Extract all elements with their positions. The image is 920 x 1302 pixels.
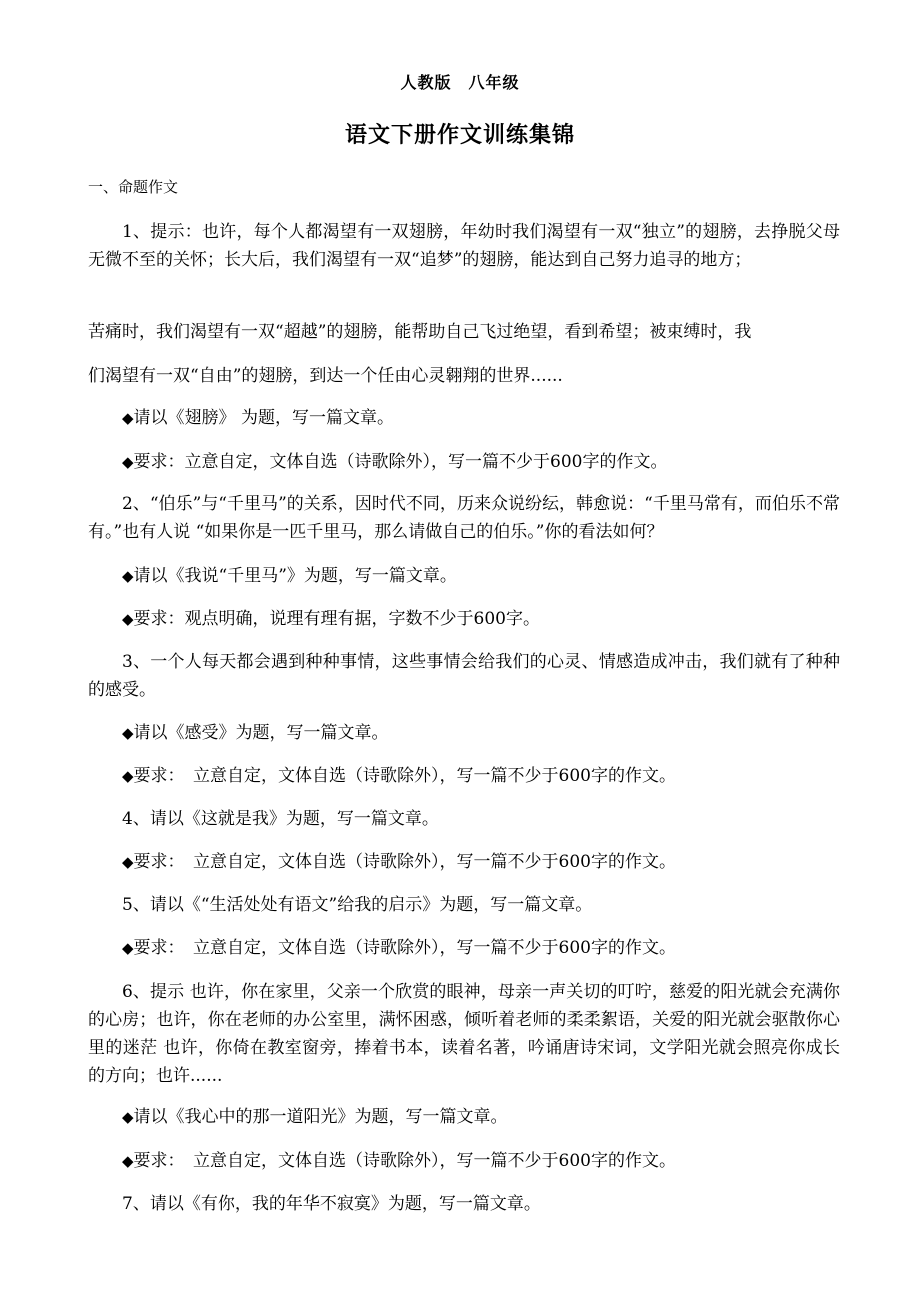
- item-6-prompt: 6、提示 也许，你在家里，父亲一个欣赏的眼神，母亲一声关切的叮咛，慈爱的阳光就会充满你的心房；也许，你在老师的办公室里，满怀困惑，倾听着老师的柔柔絮语，关爱的阳光就会驱散你心里的迷茫 也许，你倚在教室窗旁，捧着书本，读着名著，吟诵唐诗宋词，文学阳光就会照亮你成长的方向；也许......: [88, 982, 840, 1086]
- requirement-text: 要求： 立意自定，文体自选（诗歌除外），写一篇不少于600字的作文。: [133, 938, 676, 958]
- diamond-bullet-icon: ◆: [122, 409, 134, 427]
- task-text: 请以《翅膀》 为题，写一篇文章。: [133, 408, 394, 428]
- diamond-bullet-icon: ◆: [122, 767, 134, 785]
- item-3-task: [122, 719, 389, 747]
- requirement-text: 要求： 立意自定，文体自选（诗歌除外），写一篇不少于600字的作文。: [133, 766, 676, 786]
- item-7-prompt: 7、请以《有你，我的年华不寂寞》为题，写一篇文章。: [122, 1194, 541, 1214]
- diamond-bullet-icon: ◆: [122, 453, 134, 471]
- item-4-prompt: 4、请以《这就是我》为题，写一篇文章。: [122, 809, 439, 829]
- task-text: 请以《感受》为题，写一篇文章。: [133, 723, 389, 743]
- document-title: 语文下册作文训练集锦: [344, 122, 575, 148]
- diamond-bullet-icon: ◆: [122, 610, 134, 628]
- item-1-prompt: 1、提示：也许，每个人都渴望有一双翅膀，年幼时我们渴望有一双“独立”的翅膀，去挣脱父母无微不至的关怀；长大后，我们渴望有一双“追梦”的翅膀，能达到自己努力追寻的地方；: [88, 222, 840, 270]
- item-1-task: [122, 404, 394, 432]
- item-6-task: [122, 1103, 508, 1131]
- task-text: 请以《我心中的那一道阳光》为题，写一篇文章。: [133, 1107, 508, 1127]
- diamond-bullet-icon: ◆: [122, 724, 134, 742]
- item-1-prompt-end: 们渴望有一双“自由”的翅膀，到达一个任由心灵翱翔的世界......: [88, 366, 563, 386]
- item-3-prompt: 3、一个人每天都会遇到种种事情，这些事情会给我们的心灵、情感造成冲击，我们就有了种种的感受。: [88, 652, 840, 700]
- item-4-requirement: [122, 848, 676, 876]
- item-1-prompt-continued: 苦痛时，我们渴望有一双“超越”的翅膀，能帮助自己飞过绝望，看到希望；被束缚时，我: [88, 322, 752, 342]
- item-3-requirement: [122, 762, 676, 790]
- diamond-bullet-icon: ◆: [122, 939, 134, 957]
- task-text: 请以《我说“千里马”》为题，写一篇文章。: [133, 566, 457, 586]
- item-2-requirement: [122, 605, 540, 633]
- item-6-requirement: [122, 1147, 676, 1175]
- diamond-bullet-icon: ◆: [122, 1108, 134, 1126]
- item-2-task: [122, 562, 457, 590]
- diamond-bullet-icon: ◆: [122, 567, 134, 585]
- item-1-requirement: [122, 448, 668, 476]
- item-5-requirement: [122, 934, 676, 962]
- item-2-prompt: 2、“伯乐”与“千里马”的关系，因时代不同，历来众说纷纭，韩愈说：“千里马常有，而伯乐不常有。”也有人说 “如果你是一匹千里马，那么请做自己的伯乐。”你的看法如何？: [88, 494, 840, 542]
- diamond-bullet-icon: ◆: [122, 1152, 134, 1170]
- requirement-text: 要求： 立意自定，文体自选（诗歌除外），写一篇不少于600字的作文。: [133, 852, 676, 872]
- diamond-bullet-icon: ◆: [122, 853, 134, 871]
- requirement-text: 要求： 立意自定，文体自选（诗歌除外），写一篇不少于600字的作文。: [133, 1151, 676, 1171]
- requirement-text: 要求：立意自定，文体自选（诗歌除外），写一篇不少于600字的作文。: [133, 452, 668, 472]
- document-subtitle: 人教版 八年级: [400, 73, 520, 92]
- item-5-prompt: 5、请以《“生活处处有语文”给我的启示》为题，写一篇文章。: [122, 895, 593, 915]
- section-heading: 一、命题作文: [88, 178, 179, 196]
- requirement-text: 要求：观点明确，说理有理有据，字数不少于600字。: [133, 609, 540, 629]
